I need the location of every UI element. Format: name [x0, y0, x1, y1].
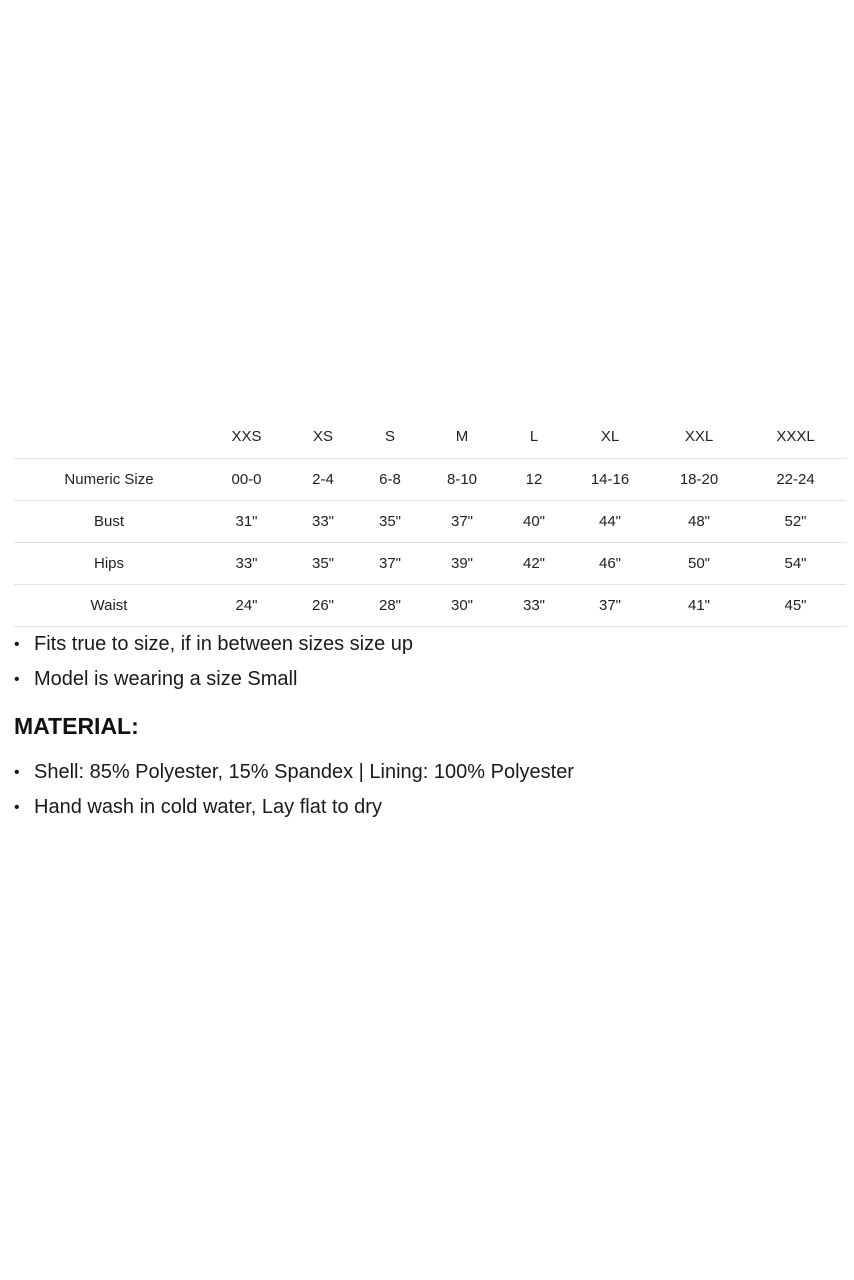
table-cell: 35" — [289, 543, 357, 585]
table-cell: 37" — [357, 543, 423, 585]
header-size-m: M — [423, 415, 501, 459]
list-item — [14, 790, 846, 825]
table-cell: 50" — [653, 543, 745, 585]
table-cell: 48" — [653, 501, 745, 543]
table-cell: 2-4 — [289, 459, 357, 501]
material-heading: MATERIAL: — [14, 713, 139, 739]
table-cell: 42" — [501, 543, 567, 585]
table-cell: 45" — [745, 585, 846, 627]
bullet-icon: • — [14, 764, 20, 781]
table-cell: 33" — [501, 585, 567, 627]
list-item — [14, 755, 846, 790]
table-row-bust — [14, 501, 846, 543]
table-cell: 44" — [567, 501, 653, 543]
material-item-text: Hand wash in cold water, Lay flat to dry — [34, 796, 382, 818]
header-size-l: L — [501, 415, 567, 459]
product-details — [14, 415, 846, 825]
fit-note-text: Fits true to size, if in between sizes size up — [34, 633, 414, 655]
table-cell: 40" — [501, 501, 567, 543]
header-size-s: S — [357, 415, 423, 459]
fit-note-text: Model is wearing a size Small — [34, 668, 298, 690]
table-cell: 12 — [501, 459, 567, 501]
table-cell: 46" — [567, 543, 653, 585]
header-size-xxl: XXL — [653, 415, 745, 459]
table-row-hips — [14, 543, 846, 585]
table-cell: 54" — [745, 543, 846, 585]
row-label: Bust — [14, 501, 204, 543]
bullet-icon: • — [14, 636, 20, 653]
header-row — [14, 415, 846, 459]
table-cell: 14-16 — [567, 459, 653, 501]
material-item-text: Shell: 85% Polyester, 15% Spandex | Lining: 100% Polyester — [34, 761, 574, 783]
table-cell: 8-10 — [423, 459, 501, 501]
table-cell: 39" — [423, 543, 501, 585]
table-cell: 00-0 — [204, 459, 289, 501]
header-size-xxxl: XXXL — [745, 415, 846, 459]
table-cell: 33" — [204, 543, 289, 585]
table-row-waist — [14, 585, 846, 627]
size-chart-header — [14, 415, 846, 459]
header-size-xs: XS — [289, 415, 357, 459]
table-cell: 52" — [745, 501, 846, 543]
table-cell: 35" — [357, 501, 423, 543]
table-cell: 37" — [567, 585, 653, 627]
bullet-icon: • — [14, 671, 20, 688]
size-chart-table — [14, 415, 846, 627]
table-cell: 22-24 — [745, 459, 846, 501]
table-cell: 26" — [289, 585, 357, 627]
material-list — [14, 755, 846, 825]
table-cell: 37" — [423, 501, 501, 543]
size-chart-body — [14, 459, 846, 627]
row-label: Numeric Size — [14, 459, 204, 501]
fit-notes-list — [14, 627, 846, 697]
table-cell: 33" — [289, 501, 357, 543]
list-item — [14, 662, 846, 697]
table-cell: 6-8 — [357, 459, 423, 501]
table-cell: 24" — [204, 585, 289, 627]
table-cell: 30" — [423, 585, 501, 627]
table-cell: 18-20 — [653, 459, 745, 501]
table-cell: 31" — [204, 501, 289, 543]
row-label: Hips — [14, 543, 204, 585]
list-item — [14, 627, 846, 662]
header-corner — [14, 415, 204, 459]
table-row-numeric-size — [14, 459, 846, 501]
header-size-xl: XL — [567, 415, 653, 459]
header-size-xxs: XXS — [204, 415, 289, 459]
row-label: Waist — [14, 585, 204, 627]
table-cell: 41" — [653, 585, 745, 627]
bullet-icon: • — [14, 799, 20, 816]
table-cell: 28" — [357, 585, 423, 627]
